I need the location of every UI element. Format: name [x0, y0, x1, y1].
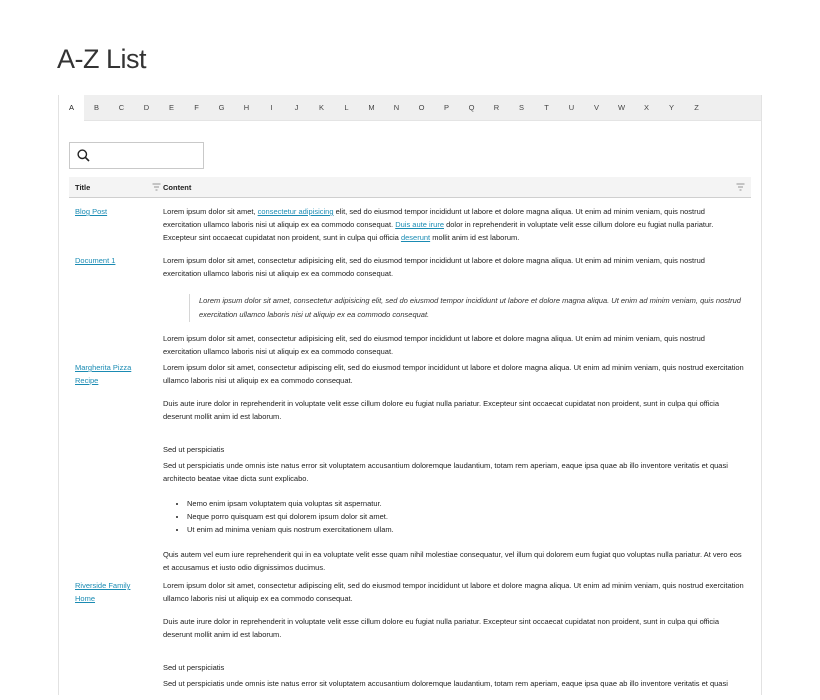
letter-bar	[59, 95, 761, 121]
paragraph: Sed ut perspiciatis unde omnis iste natus error sit voluptatem accusantium doloremque laudantium, totam rem aperiam, eaque ipsa quae ab illo inventore veritatis et quasi architecto beatae vitae dicta sunt explicabo.	[163, 461, 728, 483]
letter-tab-q[interactable]: Q	[468, 102, 475, 112]
letter-tab-m[interactable]: M	[368, 102, 375, 112]
letter-tab-n[interactable]: N	[393, 102, 400, 112]
subheading: Sed ut perspiciatis	[163, 663, 225, 672]
paragraph: Lorem ipsum dolor sit amet, consectetur adipisicing elit, sed do eiusmod tempor incididunt ut labore et dolore magna aliqua. Ut enim ad minim veniam, quis nostrud exercitation ullamco laboris nisi ut aliquip ex ea commodo consequat.	[163, 334, 705, 356]
list-item: • Ut enim ad minima veniam quis nostrum exercitationem ullam.	[187, 523, 745, 536]
row-title-link[interactable]: Riverside Family Home	[75, 581, 131, 603]
inline-link[interactable]: deserunt	[400, 233, 431, 242]
inline-link[interactable]: consectetur adipisicing	[257, 207, 334, 216]
column-header-content[interactable]: Content	[163, 183, 192, 192]
text: dolor in reprehenderit in voluptate velit esse cillum dolore eu fugiat nulla pariatur. Excepteur sint occaecat cupidatat non proident, sunt in culpa qui officia	[163, 220, 714, 242]
letter-tab-b[interactable]: B	[93, 102, 99, 112]
letter-tab-c[interactable]: C	[118, 102, 125, 112]
row-title	[75, 205, 147, 218]
search-input[interactable]	[96, 145, 200, 166]
paragraph	[163, 205, 745, 244]
letter-tab-u[interactable]: U	[568, 102, 575, 112]
page-title: A-Z List	[57, 44, 147, 74]
letter-tab-v[interactable]: V	[593, 102, 599, 112]
az-list-panel	[58, 95, 762, 695]
inline-link[interactable]: Duis aute irure	[395, 220, 444, 229]
letter-tab-g[interactable]: G	[218, 102, 225, 112]
letter-tab-y[interactable]: Y	[668, 102, 674, 112]
letter-tab-f[interactable]: F	[194, 102, 199, 112]
table-header	[69, 177, 751, 198]
paragraph: Lorem ipsum dolor sit amet, consectetur adipiscing elit, sed do eiusmod tempor incididunt ut labore et dolore magna aliqua. Ut enim ad minim veniam, quis nostrud exercitation ullamco laboris nisi ut aliquip ex ea commodo consequat.	[163, 363, 744, 385]
row-title	[75, 361, 147, 387]
letter-tab-h[interactable]: H	[243, 102, 250, 112]
filter-icon[interactable]	[152, 183, 161, 191]
row-title-link[interactable]: Blog Post	[75, 207, 108, 216]
text: Lorem ipsum dolor sit amet,	[163, 207, 258, 216]
list-item: • Neque porro quisquam est qui dolorem ipsum dolor sit amet.	[187, 510, 745, 523]
row-title-link[interactable]: Margherita Pizza Recipe	[75, 363, 132, 385]
letter-tab-o[interactable]: O	[418, 102, 425, 112]
row-title	[75, 254, 147, 267]
letter-tab-a[interactable]: A	[59, 95, 84, 121]
search-icon	[77, 149, 90, 162]
paragraph: Duis aute irure dolor in reprehenderit in voluptate velit esse cillum dolore eu fugiat nulla pariatur. Excepteur sint occaecat cupidatat non proident, sunt in culpa qui officia deserunt mollit anim id est laborum.	[163, 399, 720, 421]
list-item: • Nemo enim ipsam voluptatem quia voluptas sit aspernatur.	[187, 497, 745, 510]
letter-tab-z[interactable]: Z	[694, 102, 699, 112]
letter-tab-x[interactable]: X	[643, 102, 649, 112]
paragraph: Duis aute irure dolor in reprehenderit in voluptate velit esse cillum dolore eu fugiat nulla pariatur. Excepteur sint occaecat cupidatat non proident, sunt in culpa qui officia deserunt mollit anim id est laborum.	[163, 617, 720, 639]
row-content	[163, 254, 745, 368]
letter-tab-e[interactable]: E	[168, 102, 174, 112]
bullet-list	[187, 497, 745, 536]
letter-tab-j[interactable]: J	[294, 102, 299, 112]
row-title-link[interactable]: Document 1	[75, 256, 116, 265]
paragraph: Quis autem vel eum iure reprehenderit qui in ea voluptate velit esse quam nihil molestiae consequatur, vel illum qui dolorem eum fugiat quo voluptas nulla pariatur. At vero eos et accusamus et iusto odio dignissimos ducimus.	[163, 550, 742, 572]
row-content	[163, 361, 745, 584]
letter-tab-w[interactable]: W	[617, 102, 626, 112]
paragraph: Lorem ipsum dolor sit amet, consectetur adipisicing elit, sed do eiusmod tempor incididunt ut labore et dolore magna aliqua. Ut enim ad minim veniam, quis nostrud exercitation ullamco laboris nisi ut aliquip ex ea commodo consequat.	[163, 256, 705, 278]
search-box[interactable]	[69, 142, 204, 169]
letter-tab-d[interactable]: D	[143, 102, 150, 112]
text: mollit anim id est laborum.	[430, 233, 520, 242]
letter-tab-p[interactable]: P	[443, 102, 449, 112]
row-title	[75, 579, 147, 605]
row-content	[163, 579, 745, 700]
letter-tab-r[interactable]: R	[493, 102, 500, 112]
filter-icon[interactable]	[736, 183, 745, 191]
subheading: Sed ut perspiciatis	[163, 445, 225, 454]
letter-tab-l[interactable]: L	[344, 102, 349, 112]
row-content	[163, 205, 745, 254]
text: elit, sed do eiusmod tempor incididunt ut labore et dolore magna aliqua. Ut enim ad minim veniam, quis nostrud exercitation ullamco laboris nisi ut aliquip ex ea commodo consequat.	[163, 207, 705, 229]
blockquote: Lorem ipsum dolor sit amet, consectetur adipisicing elit, sed do eiusmod tempor incididunt ut labore et dolore magna aliqua. Ut enim ad minim veniam, quis nostrud exercitation ullamco laboris nisi ut aliquip ex ea commodo consequat.	[189, 294, 745, 322]
column-header-title[interactable]: Title	[75, 183, 91, 192]
paragraph: Lorem ipsum dolor sit amet, consectetur adipiscing elit, sed do eiusmod tempor incididunt ut labore et dolore magna aliqua. Ut enim ad minim veniam, quis nostrud exercitation ullamco laboris nisi ut aliquip ex ea commodo consequat.	[163, 581, 744, 603]
letter-tab-k[interactable]: K	[318, 102, 324, 112]
letter-tab-s[interactable]: S	[518, 102, 524, 112]
letter-tab-t[interactable]: T	[544, 102, 549, 112]
letter-tab-i[interactable]: I	[270, 102, 273, 112]
paragraph: Sed ut perspiciatis unde omnis iste natus error sit voluptatem accusantium doloremque laudantium, totam rem aperiam, eaque ipsa quae ab illo inventore veritatis et quasi	[163, 679, 728, 688]
